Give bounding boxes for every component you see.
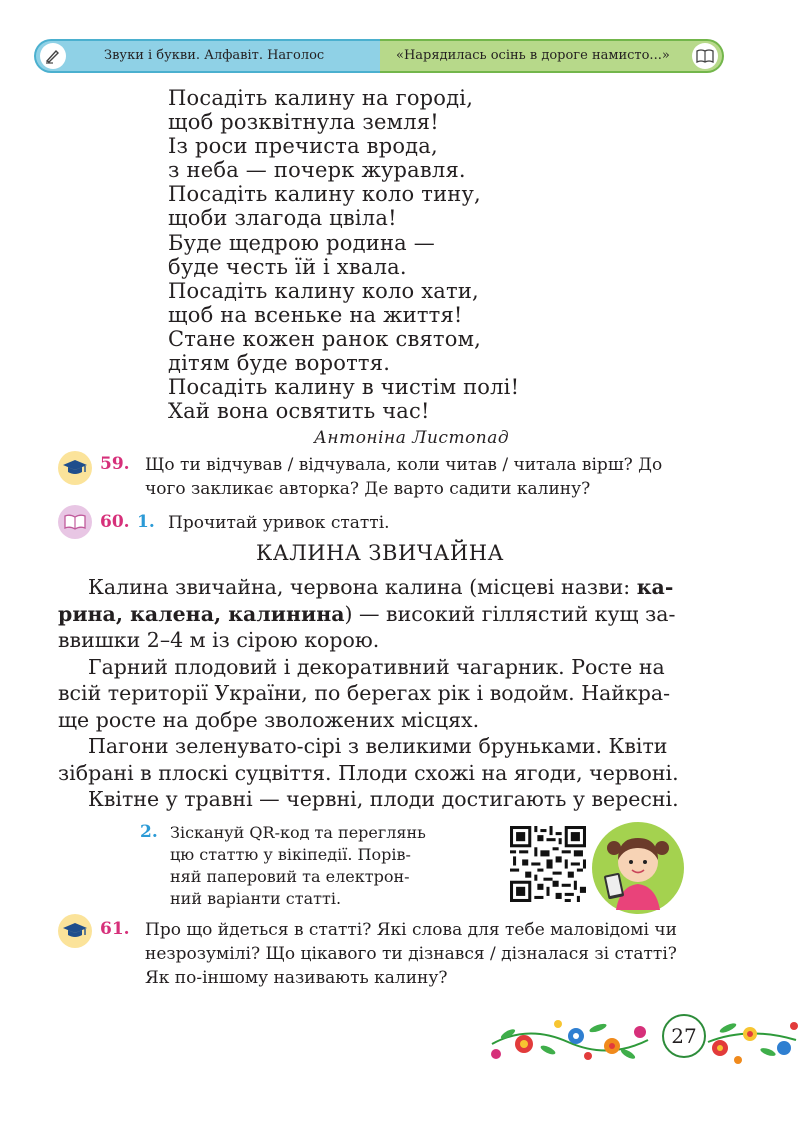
graduation-cap-icon xyxy=(58,451,92,485)
question-61-number: 61. xyxy=(100,919,130,939)
poem-line: щоби злагода цвіла! xyxy=(168,206,397,231)
task-2-line: цю статтю у вікіпедії. Порів- xyxy=(170,845,411,864)
task-2-line: Зіскануй QR-код та переглянь xyxy=(170,823,426,842)
poem-line: Хай вона освятить час! xyxy=(168,399,430,424)
poem-line: дітям буде вороття. xyxy=(168,351,391,376)
article-line: всій території України, по берегах рік і водойм. Найкра- xyxy=(58,681,671,705)
qr-code[interactable] xyxy=(510,826,586,902)
question-60-number: 60. xyxy=(100,512,130,532)
article-line: ще росте на добре зволожених місцях. xyxy=(58,707,480,732)
poem-line: з неба — почерк журавля. xyxy=(168,158,466,183)
question-60-subnumber: 1. xyxy=(137,512,155,532)
pen-icon xyxy=(40,43,66,69)
graduation-cap-icon xyxy=(58,914,92,948)
article-line: Пагони зеленувато-сірі з великими бруньками. Квіти xyxy=(88,734,668,758)
poem-line: Буде щедрою родина — xyxy=(168,230,435,255)
poem-line: Посадіть калину коло тину, xyxy=(168,182,481,207)
page-number: 27 xyxy=(662,1014,706,1058)
poem-line: щоб розквітнула земля! xyxy=(168,110,439,135)
article-text: Калина звичайна, червона калина (місцеві назви: xyxy=(88,575,637,599)
task-2-number: 2. xyxy=(140,822,158,842)
question-59-line: Що ти відчував / відчувала, коли читав / читала вірш? До xyxy=(145,455,663,475)
poem-line: Посадіть калину в чистім полі! xyxy=(168,375,520,400)
article-text: ) — високий гіллястий кущ за- xyxy=(344,601,676,626)
poem-line: Посадіть калину на городі, xyxy=(168,86,474,110)
question-59-text xyxy=(145,453,662,501)
poem xyxy=(168,86,519,423)
header-section-title: Звуки і букви. Алфавіт. Наголос xyxy=(104,48,325,63)
poem-line: Із роси пречиста врода, xyxy=(168,134,438,159)
task-2-line: ний варіанти статті. xyxy=(170,889,342,908)
article-body xyxy=(58,574,700,813)
article-bold-term: рина, калена, калинина xyxy=(58,601,345,626)
poem-line: Посадіть калину коло хати, xyxy=(168,278,479,303)
article-line xyxy=(58,601,700,628)
article-line xyxy=(88,574,700,601)
task-2-text xyxy=(170,822,458,910)
article-line: Гарний плодовий і декоративний чагарник. Росте на xyxy=(88,654,665,679)
poem-line: щоб на всеньке на життя! xyxy=(168,302,463,327)
article-line: зібрані в плоскі суцвіття. Плоди схожі на ягоди, червоні. xyxy=(58,760,679,785)
question-59-number: 59. xyxy=(100,454,130,474)
task-2-line: няй паперовий та електрон- xyxy=(170,867,410,886)
question-59-line: чого закликає авторка? Де варто садити калину? xyxy=(145,479,591,499)
article-line: ввишки 2–4 м із сірою корою. xyxy=(58,628,380,652)
article-title: КАЛИНА ЗВИЧАЙНА xyxy=(256,541,504,565)
question-61-line: Як по-іншому називають калину? xyxy=(145,968,448,988)
girl-with-tablet-illustration xyxy=(586,818,690,918)
book-icon xyxy=(692,43,718,69)
article-bold-term: ка- xyxy=(636,575,674,599)
floral-ornament xyxy=(488,1004,800,1070)
header-topic-title: «Нарядилась осінь в дороге намисто...» xyxy=(396,48,670,63)
poem-author: Антоніна Листопад xyxy=(314,428,510,448)
question-61-line: незрозумілі? Що цікавого ти дізнався / дізналася зі статті? xyxy=(145,944,677,964)
open-book-icon xyxy=(58,505,92,539)
poem-line: Стане кожен ранок святом, xyxy=(168,326,481,351)
question-60-text: Прочитай уривок статті. xyxy=(168,513,390,533)
question-61-line: Про що йдеться в статті? Які слова для тебе маловідомі чи xyxy=(145,920,677,940)
poem-line: буде честь їй і хвала. xyxy=(168,254,407,279)
article-line: Квітне у травні — червні, плоди достигають у вересні. xyxy=(88,787,679,811)
question-61-text xyxy=(145,918,677,990)
